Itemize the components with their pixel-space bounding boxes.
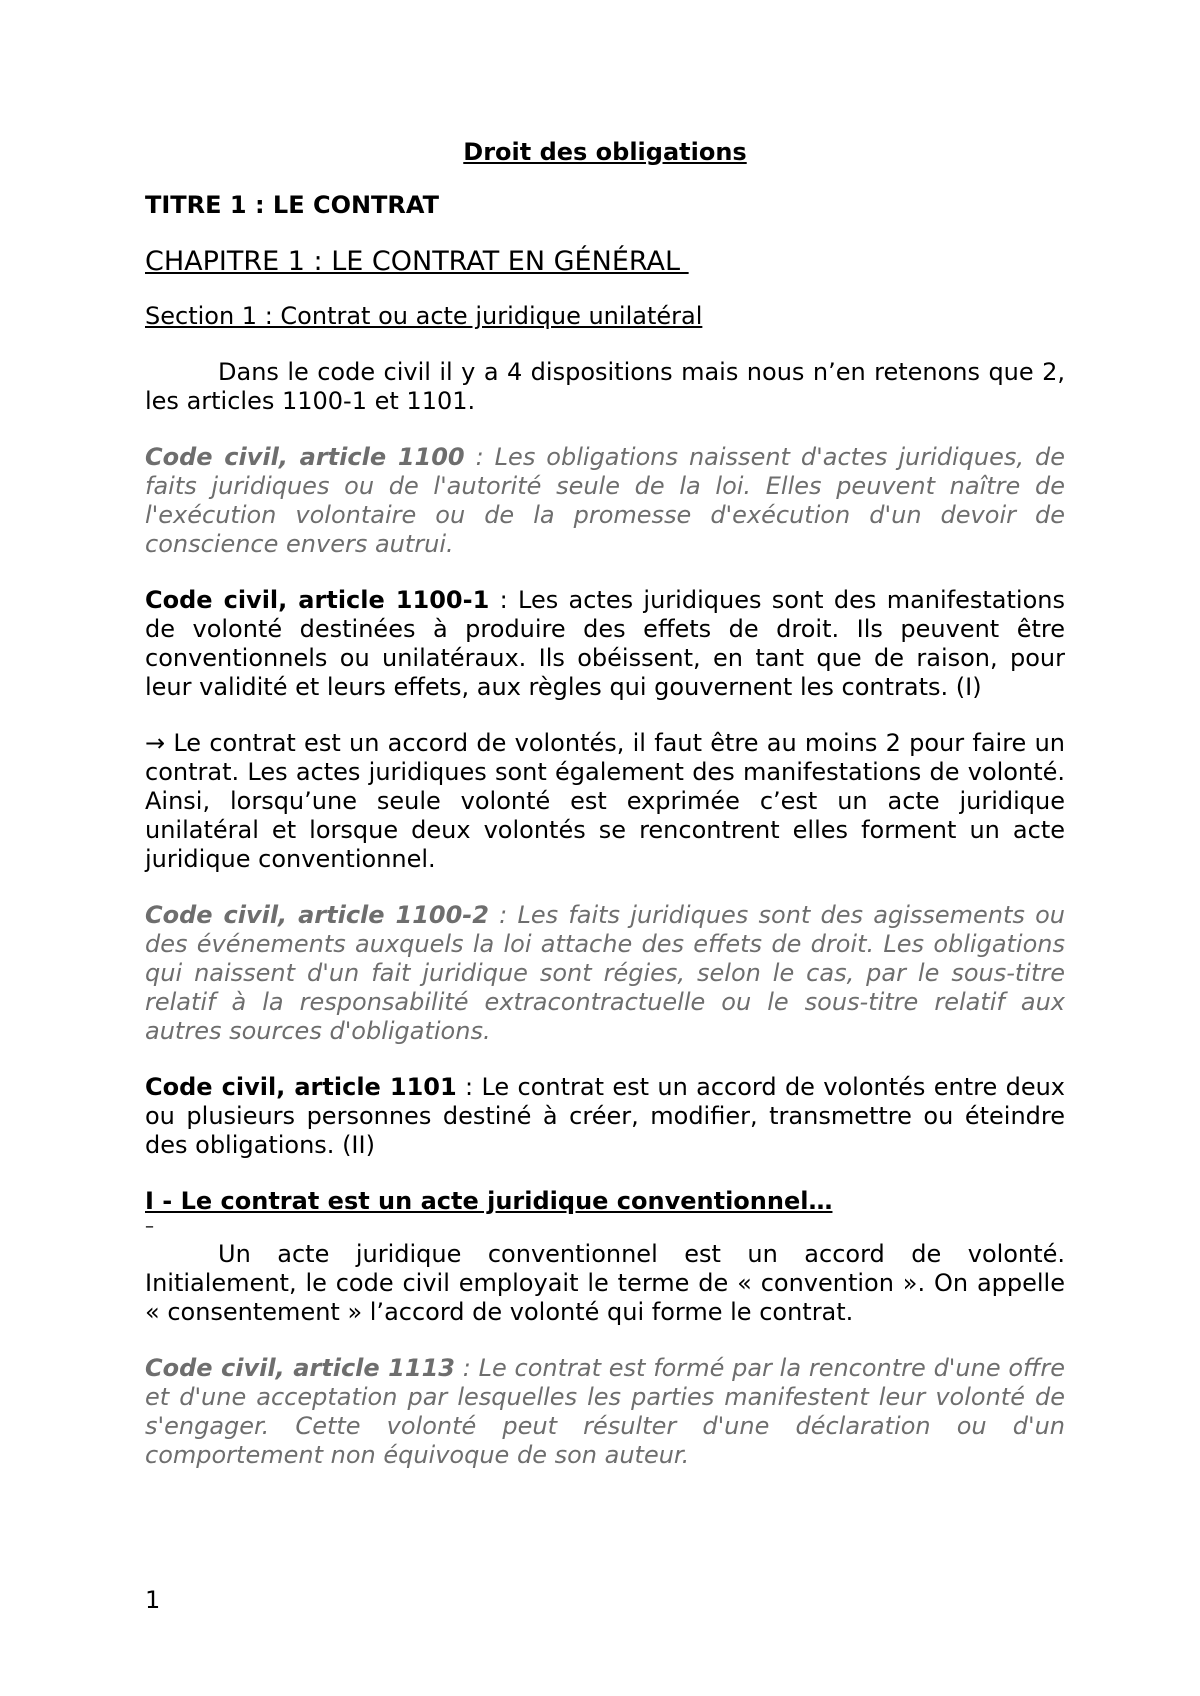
article-1100-ref: Code civil, article 1100 bbox=[145, 443, 465, 471]
article-1100-1-ref: Code civil, article 1100-1 bbox=[145, 586, 490, 614]
article-1100-text: : Les obligations naissent d'actes juridiques, de faits juridiques ou de l'autorité seule de la loi. Elles peuvent naître de l'exécution volontaire ou de la promesse d'exécution d'un devoir de conscience envers autrui. bbox=[145, 443, 1065, 558]
convention-paragraph: Un acte juridique conventionnel est un accord de volonté. Initialement, le code civil employait le terme de « convention ». On appelle « consentement » l’accord de volonté qui forme le contrat. bbox=[145, 1240, 1065, 1326]
article-1101-text: : Le contrat est un accord de volontés entre deux ou plusieurs personnes destiné à créer, modifier, transmettre ou éteindre des obligations. (II) bbox=[145, 1073, 1066, 1159]
article-1101-ref: Code civil, article 1101 bbox=[145, 1073, 457, 1101]
intro-paragraph: Dans le code civil il y a 4 dispositions mais nous n’en retenons que 2, les articles 1100-1 et 1101. bbox=[145, 358, 1065, 415]
section-heading: Section 1 : Contrat ou acte juridique unilatéral bbox=[145, 302, 703, 330]
dash-mark: – bbox=[145, 1216, 154, 1237]
article-1100-1-text: : Les actes juridiques sont des manifestations de volonté destinées à produire des effets de droit. Ils peuvent être conventionnels ou unilatéraux. Ils obéissent, en tant que de raison, pour leur validité et leurs effets, aux règles qui gouvernent les contrats. (I) bbox=[145, 586, 1065, 701]
article-1113-quote bbox=[145, 1354, 1065, 1470]
article-1113-text: : Le contrat est formé par la rencontre d'une offre et d'une acceptation par lesquelles les parties manifestent leur volonté de s'engager. Cette volonté peut résulter d'une déclaration ou d'un comportement non équivoque de son auteur. bbox=[145, 1354, 1065, 1469]
page-number: 1 bbox=[145, 1586, 161, 1614]
document-body bbox=[145, 138, 1065, 1497]
article-1100-2-ref: Code civil, article 1100-2 bbox=[145, 901, 489, 929]
article-1100-2-text: : Les faits juridiques sont des agissements ou des événements auxquels la loi attache des effets de droit. Les obligations qui naissent d'un fait juridique sont régies, selon le cas, par le sous-titre relatif à la responsabilité extracontractuelle ou le sous-titre relatif aux autres sources d'obligations. bbox=[145, 901, 1066, 1045]
article-1100-1-paragraph bbox=[145, 586, 1065, 702]
article-1113-ref: Code civil, article 1113 bbox=[145, 1354, 455, 1382]
article-1101-paragraph bbox=[145, 1073, 1065, 1160]
article-1100-2-quote bbox=[145, 901, 1065, 1046]
subheading-acte-conventionnel: I - Le contrat est un acte juridique conventionnel… bbox=[145, 1187, 833, 1215]
document-title: Droit des obligations bbox=[463, 138, 747, 166]
article-1100-quote bbox=[145, 443, 1065, 559]
chapitre-heading: CHAPITRE 1 : LE CONTRAT EN GÉNÉRAL bbox=[145, 246, 689, 277]
titre-heading: TITRE 1 : LE CONTRAT bbox=[145, 191, 439, 219]
remark-paragraph: → Le contrat est un accord de volontés, il faut être au moins 2 pour faire un contrat. Les actes juridiques sont également des manifestations de volonté. Ainsi, lorsqu’une seule volonté est exprimée c’est un acte juridique unilatéral et lorsque deux volontés se rencontrent elles forment un acte juridique conventionnel. bbox=[145, 729, 1065, 873]
